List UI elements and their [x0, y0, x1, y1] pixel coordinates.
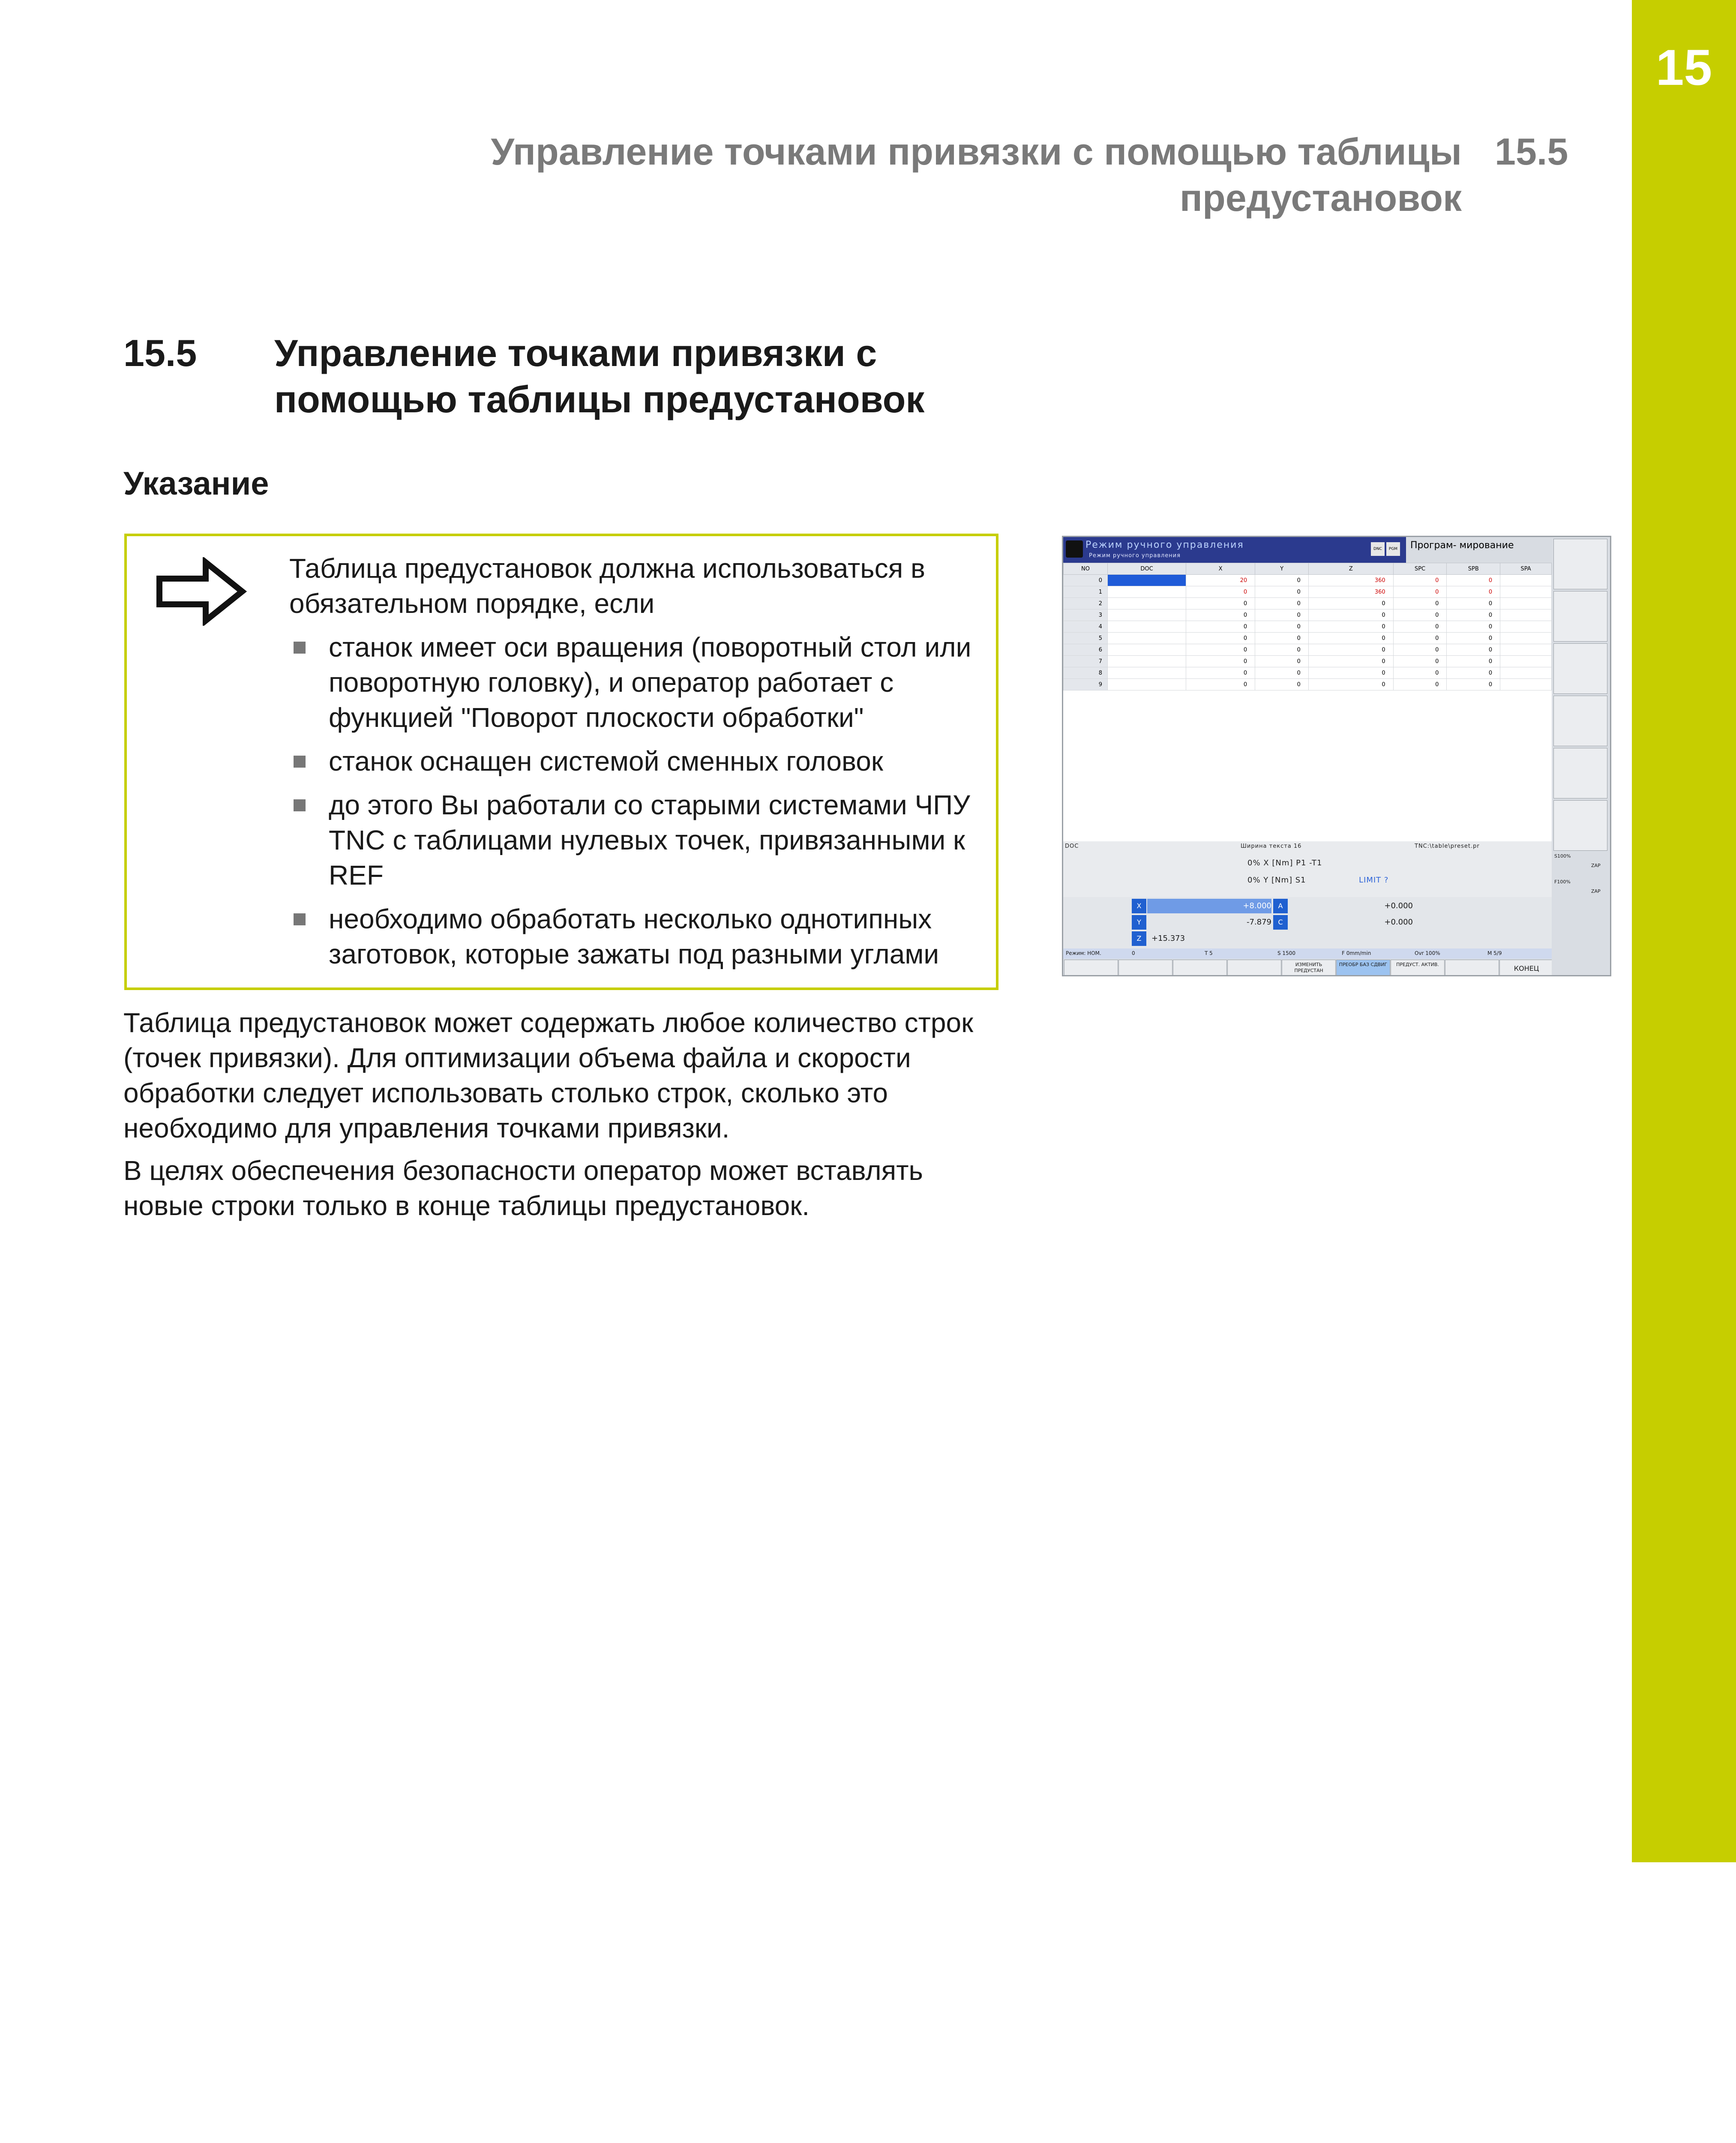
table-cell[interactable]: 0 — [1186, 586, 1255, 598]
table-cell[interactable]: 0 — [1447, 621, 1500, 633]
table-cell[interactable] — [1108, 586, 1186, 598]
running-header-section: 15.5 — [1495, 130, 1568, 173]
subheading: Указание — [123, 465, 269, 502]
column-header[interactable]: SPC — [1393, 563, 1447, 575]
table-cell[interactable]: 0 — [1447, 609, 1500, 621]
table-cell[interactable] — [1500, 667, 1552, 679]
softkey[interactable] — [1173, 960, 1227, 976]
table-cell[interactable]: 0 — [1255, 644, 1309, 656]
table-cell[interactable] — [1108, 633, 1186, 644]
programming-mode-tab[interactable]: Програм- мирование — [1406, 537, 1552, 563]
softkey-edit-preset[interactable]: ИЗМЕНИТЬ ПРЕДУСТАН — [1282, 960, 1336, 976]
list-item: станок оснащен системой сменных головок — [289, 744, 983, 779]
table-cell[interactable]: 0 — [1255, 598, 1309, 609]
table-cell[interactable]: 0 — [1393, 598, 1447, 609]
table-cell[interactable]: 0 — [1186, 621, 1255, 633]
note-intro: Таблица предустановок должна использоваться в обязательном порядке, если — [289, 553, 926, 619]
table-cell[interactable]: 0 — [1447, 644, 1500, 656]
axis-value: +0.000 — [1384, 901, 1413, 910]
table-cell[interactable]: 0 — [1393, 644, 1447, 656]
vertical-softkey[interactable] — [1553, 539, 1607, 589]
table-row[interactable] — [1064, 679, 1552, 690]
table-cell[interactable]: 0 — [1393, 609, 1447, 621]
table-cell[interactable]: 0 — [1308, 644, 1393, 656]
table-cell[interactable]: 9 — [1064, 679, 1108, 690]
table-cell[interactable]: 360 — [1308, 586, 1393, 598]
dnc-icon: DNC — [1371, 542, 1385, 556]
table-cell[interactable]: 0 — [1308, 598, 1393, 609]
table-cell[interactable]: 0 — [1186, 598, 1255, 609]
bullet-icon — [294, 642, 306, 654]
axis-label: C — [1273, 915, 1288, 930]
table-cell[interactable]: 0 — [1393, 656, 1447, 667]
chapter-band — [1632, 0, 1736, 1862]
preset-table — [1063, 563, 1552, 841]
table-cell[interactable] — [1108, 598, 1186, 609]
axis-label: X — [1132, 899, 1146, 913]
table-cell[interactable] — [1108, 679, 1186, 690]
table-cell[interactable] — [1500, 621, 1552, 633]
table-cell[interactable] — [1500, 598, 1552, 609]
table-cell[interactable]: 0 — [1447, 679, 1500, 690]
vertical-softkey[interactable] — [1553, 696, 1607, 746]
table-cell[interactable]: 0 — [1255, 633, 1309, 644]
table-cell[interactable] — [1108, 644, 1186, 656]
softkey-end[interactable]: КОНЕЦ — [1499, 960, 1553, 976]
info-line: 0% Y [Nm] S1 — [1247, 876, 1306, 885]
status-item: Ovr 100% — [1415, 950, 1440, 956]
table-cell[interactable]: 0 — [1447, 598, 1500, 609]
table-cell[interactable]: 0 — [1447, 667, 1500, 679]
mode-subtitle: Режим ручного управления — [1089, 552, 1181, 559]
softkey[interactable] — [1064, 960, 1118, 976]
table-row[interactable] — [1064, 667, 1552, 679]
table-cell[interactable]: 0 — [1447, 656, 1500, 667]
column-header[interactable]: Z — [1308, 563, 1393, 575]
bullet-icon — [294, 756, 306, 768]
paragraph: Таблица предустановок может содержать любое количество строк (точек привязки). Для оптимизации объема файла и скорости обработки следует использовать столько строк, сколько это необходимо для управления точками привязки. — [123, 1007, 974, 1144]
table-cell[interactable]: 0 — [1255, 621, 1309, 633]
bullet-icon — [294, 913, 306, 925]
info-panel — [1063, 841, 1552, 897]
table-row[interactable] — [1064, 586, 1552, 598]
mode-icons — [1371, 542, 1402, 556]
table-row[interactable] — [1064, 633, 1552, 644]
softkey-activate-preset[interactable]: ПРЕДУСТ. АКТИВ. — [1391, 960, 1445, 976]
softkey[interactable] — [1227, 960, 1281, 976]
table-cell[interactable]: 0 — [1393, 679, 1447, 690]
note-content — [289, 551, 983, 972]
table-cell[interactable]: 4 — [1064, 621, 1108, 633]
table-cell[interactable]: 20 — [1186, 575, 1255, 586]
table-cell[interactable] — [1500, 656, 1552, 667]
table-cell[interactable] — [1500, 644, 1552, 656]
column-header[interactable]: X — [1186, 563, 1255, 575]
table-cell[interactable]: 0 — [1064, 575, 1108, 586]
status-item: M 5/9 — [1487, 950, 1502, 956]
column-header[interactable]: NO — [1064, 563, 1108, 575]
table-cell[interactable]: 3 — [1064, 609, 1108, 621]
table-cell[interactable]: 1 — [1064, 586, 1108, 598]
spindle-override-label: S100% — [1554, 853, 1571, 859]
column-header[interactable]: SPB — [1447, 563, 1500, 575]
axis-label: Y — [1132, 915, 1146, 930]
table-cell[interactable] — [1500, 575, 1552, 586]
table-row[interactable] — [1064, 609, 1552, 621]
heidenhain-logo-icon — [1066, 540, 1083, 558]
column-header[interactable]: Y — [1255, 563, 1309, 575]
table-cell[interactable]: 0 — [1308, 609, 1393, 621]
table-cell[interactable]: 0 — [1255, 586, 1309, 598]
zap-label: ZAP — [1591, 863, 1601, 868]
position-display — [1063, 897, 1552, 948]
table-cell[interactable]: 0 — [1186, 679, 1255, 690]
axis-value: +8.000 — [1147, 899, 1271, 913]
table-cell[interactable]: 0 — [1447, 575, 1500, 586]
arrow-right-icon — [154, 557, 249, 626]
table-cell[interactable]: 0 — [1308, 621, 1393, 633]
table-cell[interactable]: 8 — [1064, 667, 1108, 679]
status-item: Режим: НОМ. — [1066, 950, 1101, 956]
table-cell[interactable] — [1108, 575, 1186, 586]
list-item: необходимо обработать несколько однотипных заготовок, которые зажаты под разными углами — [289, 901, 983, 972]
table-cell[interactable]: 0 — [1186, 633, 1255, 644]
table-cell[interactable] — [1500, 609, 1552, 621]
info-line: 0% X [Nm] P1 -T1 — [1247, 858, 1322, 867]
table-cell[interactable]: 0 — [1393, 633, 1447, 644]
mode-title: Режим ручного управления — [1085, 540, 1244, 550]
bullet-icon — [294, 799, 306, 811]
list-item: до этого Вы работали со старыми системами ЧПУ TNC с таблицами нулевых точек, привязанными к REF — [289, 787, 983, 893]
status-item: 0 — [1132, 950, 1135, 956]
status-bar — [1063, 948, 1552, 959]
table-cell[interactable]: 0 — [1186, 609, 1255, 621]
axis-value: +0.000 — [1384, 918, 1413, 927]
table-cell[interactable]: 0 — [1255, 656, 1309, 667]
table-cell[interactable]: 0 — [1393, 575, 1447, 586]
status-item: F 0mm/min — [1342, 950, 1371, 956]
tnc-screenshot — [1062, 536, 1611, 976]
paragraph: В целях обеспечения безопасности оператор может вставлять новые строки только в конце таблицы предустановок. — [123, 1155, 923, 1221]
vertical-softkey[interactable] — [1553, 800, 1607, 851]
table-header-row — [1064, 563, 1552, 575]
softkey[interactable] — [1445, 960, 1499, 976]
running-header-title: Управление точками привязки с помощью таблицы предустановок — [491, 130, 1462, 219]
table-cell[interactable]: 0 — [1393, 586, 1447, 598]
axis-label: Z — [1132, 931, 1146, 946]
table-cell[interactable]: 0 — [1255, 575, 1309, 586]
table-cell[interactable] — [1108, 621, 1186, 633]
table-cell[interactable]: 6 — [1064, 644, 1108, 656]
section-title: Управление точками привязки с помощью таблицы предустановок — [274, 332, 925, 420]
limit-label: LIMIT ? — [1359, 876, 1389, 885]
table-cell[interactable] — [1108, 609, 1186, 621]
table-cell[interactable]: 2 — [1064, 598, 1108, 609]
table-cell[interactable]: 0 — [1255, 667, 1309, 679]
table-cell[interactable]: 0 — [1447, 586, 1500, 598]
status-item: T 5 — [1205, 950, 1213, 956]
table-cell[interactable]: 5 — [1064, 633, 1108, 644]
vertical-softkey[interactable] — [1553, 748, 1607, 798]
table-cell[interactable]: 0 — [1308, 679, 1393, 690]
section-number: 15.5 — [123, 332, 197, 374]
table-cell[interactable]: 0 — [1255, 609, 1309, 621]
table-cell[interactable] — [1108, 656, 1186, 667]
axis-label: A — [1273, 899, 1288, 913]
softkey-bar — [1063, 959, 1552, 976]
table-cell[interactable]: 0 — [1186, 667, 1255, 679]
column-header[interactable]: DOC — [1108, 563, 1186, 575]
table-cell[interactable]: 0 — [1255, 679, 1309, 690]
table-row[interactable] — [1064, 644, 1552, 656]
file-path: TNC:\table\preset.pr — [1415, 843, 1480, 849]
softkey[interactable] — [1118, 960, 1172, 976]
axis-value: -7.879 — [1246, 918, 1271, 927]
table-cell[interactable]: 0 — [1393, 667, 1447, 679]
table-cell[interactable] — [1108, 667, 1186, 679]
table-row[interactable] — [1064, 598, 1552, 609]
vertical-softkey[interactable] — [1553, 643, 1607, 694]
doc-label: DOC — [1065, 843, 1079, 849]
column-header[interactable]: SPA — [1500, 563, 1552, 575]
table-cell[interactable]: 0 — [1308, 633, 1393, 644]
table-cell[interactable]: 0 — [1186, 644, 1255, 656]
table-cell[interactable]: 0 — [1447, 633, 1500, 644]
softkey-base-transform[interactable]: ПРЕОБР БАЗ СДВИГ — [1336, 960, 1390, 976]
vertical-softkey-bar — [1552, 537, 1610, 976]
table-cell[interactable] — [1500, 633, 1552, 644]
vertical-softkey[interactable] — [1553, 591, 1607, 642]
table-cell[interactable]: 0 — [1393, 621, 1447, 633]
table-cell[interactable] — [1500, 679, 1552, 690]
table-row[interactable] — [1064, 656, 1552, 667]
pgm-icon: PGM — [1386, 542, 1400, 556]
axis-value: +15.373 — [1151, 934, 1185, 943]
table-cell[interactable]: 360 — [1308, 575, 1393, 586]
table-row[interactable] — [1064, 621, 1552, 633]
status-item: S 1500 — [1277, 950, 1295, 956]
chapter-number: 15 — [1655, 39, 1712, 96]
list-item: станок имеет оси вращения (поворотный стол или поворотную головку), и оператор работает с функцией "Поворот плоскости обработки" — [289, 630, 983, 735]
table-cell[interactable]: 0 — [1186, 656, 1255, 667]
table-cell[interactable]: 0 — [1308, 667, 1393, 679]
table-cell[interactable]: 7 — [1064, 656, 1108, 667]
table-cell[interactable] — [1500, 586, 1552, 598]
note-list — [289, 630, 983, 972]
table-row[interactable] — [1064, 575, 1552, 586]
text-width-label: Ширина текста 16 — [1241, 843, 1302, 849]
table-cell[interactable]: 0 — [1308, 656, 1393, 667]
feed-override-label: F100% — [1554, 879, 1571, 885]
zap-label: ZAP — [1591, 888, 1601, 894]
